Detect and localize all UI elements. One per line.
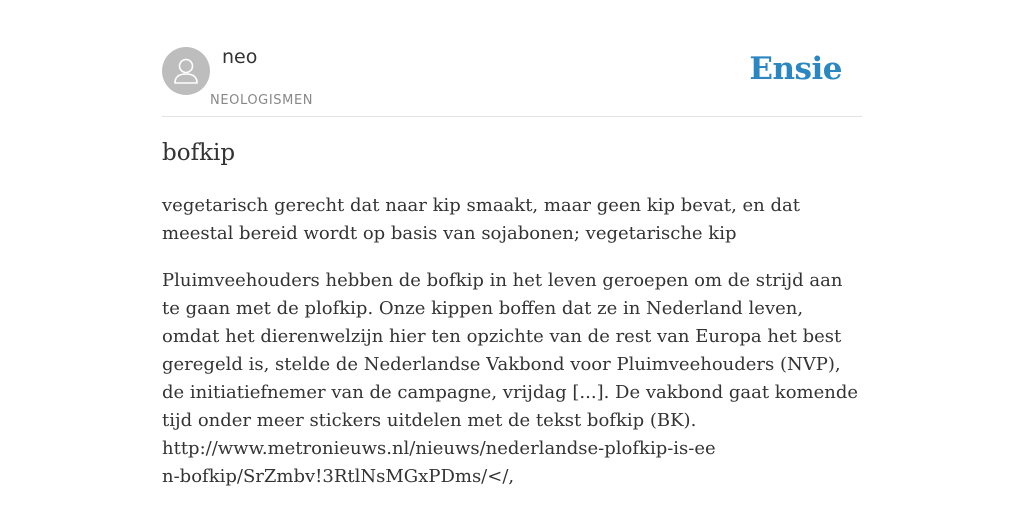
entry-header	[162, 0, 862, 117]
avatar[interactable]	[162, 47, 210, 95]
category-link[interactable]: NEOLOGISMEN	[210, 93, 314, 108]
example-text: Pluimveehouders hebben de bofkip in het leven geroepen om de strijd aan te gaan met de plofkip. Onze kippen boffen dat ze in Nederland leven, omdat het dierenwelzijn hier ten opzichte van de rest van Europa het best geregeld is, stelde de Nederlandse Vakbond voor Pluimveehouders (NVP), de initiatiefnemer van de campagne, vrijdag [...]. De vakbond gaat komende tijd onder meer stickers uitdelen met de tekst bofkip (BK).	[162, 270, 859, 431]
page-container	[162, 0, 862, 487]
user-icon	[162, 47, 210, 95]
example-source-url: http://www.metronieuws.nl/nieuws/nederlandse-plofkip-is-een-bofkip/SrZmbv!3RtlNsMGxPDms/</,	[162, 438, 716, 487]
author-name-link[interactable]: neo	[222, 46, 258, 68]
entry-definition: vegetarisch gerecht dat naar kip smaakt, maar geen kip bevat, en dat meestal bereid wordt op basis van sojabonen; vegetarische kip	[162, 195, 800, 244]
entry-example	[162, 267, 862, 491]
brand-logo[interactable]: Ensie	[749, 51, 842, 87]
entry-title: bofkip	[162, 140, 236, 166]
